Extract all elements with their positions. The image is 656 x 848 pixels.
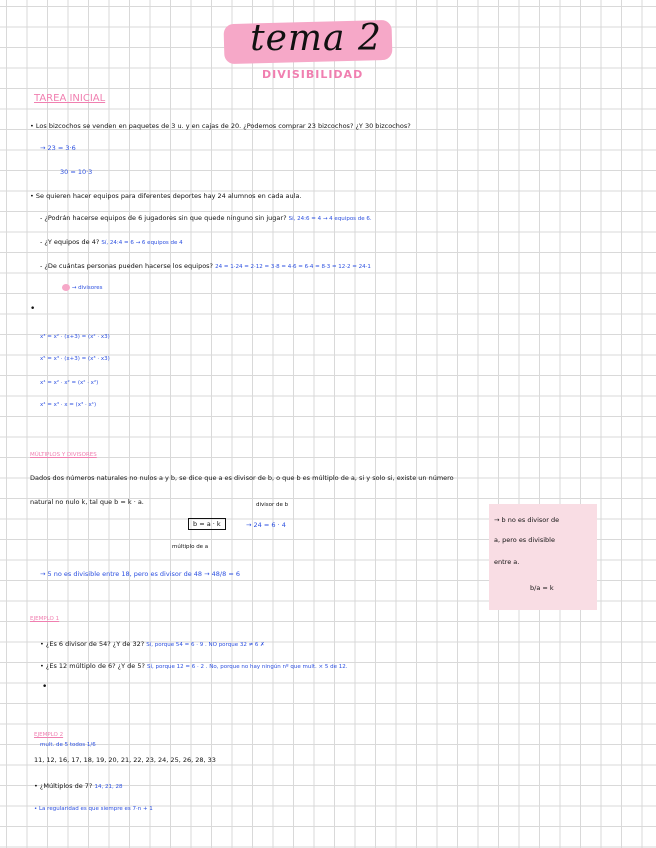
example-2-sequence: 11, 12, 16, 17, 18, 19, 20, 21, 22, 23, 24, 25, 26, 28, 33 xyxy=(34,756,216,764)
example-1-line-3: • xyxy=(42,682,48,692)
example-2-line-1 xyxy=(34,782,122,790)
legend-label: → divisores xyxy=(71,285,103,291)
question-1: • Los bizcochos se venden en paquetes de 3 u. y en cajas de 20. ¿Podemos comprar 23 bizcochos? ¿Y 30 bizcochos? xyxy=(30,122,411,130)
label-multiplo: múltiplo de a xyxy=(172,544,209,550)
panel-line-2: a, pero es divisible xyxy=(494,536,555,544)
question-2-line-1-answer: Sí, 24:6 = 4 → 4 equipos de 6. xyxy=(288,216,372,222)
section-heading-ejemplo-2: EJEMPLO 2 xyxy=(34,732,64,738)
question-2-line-3 xyxy=(40,262,371,270)
section-heading-ejemplo-1: EJEMPLO 1 xyxy=(30,616,60,622)
question-2: • Se quieren hacer equipos para diferentes deportes hay 24 alumnos en cada aula. xyxy=(30,192,302,200)
example-2-line-2: • La regularidad es que siempre es 7·n + 1 xyxy=(34,806,153,812)
definition-line-1: Dados dos números naturales no nulos a y b, se dice que a es divisor de b, o que b es múltiplo de a, si y solo si, existe un número xyxy=(30,474,454,482)
legend-divisores xyxy=(62,284,103,291)
bullet-dot: • xyxy=(30,304,36,314)
question-2-line-3-answer: 24 = 1·24 = 2·12 = 3·8 = 4·6 = 6·4 = 8·3 = 12·2 = 24·1 xyxy=(215,264,371,270)
example-2-top-note: mult. de 5 todos 1/6 xyxy=(40,742,96,748)
panel-line-3: entre a. xyxy=(494,558,520,566)
panel-fraction: b/a = k xyxy=(530,584,554,592)
example-1-line-2-text: • ¿Es 12 múltiplo de 6? ¿Y de 5? xyxy=(40,662,145,670)
power-line-1: x³ = x² · (x+3) = (x² · x3) xyxy=(40,334,110,340)
example-1-line-1 xyxy=(40,640,265,648)
section-heading-multiplos: MÚLTIPLOS Y DIVISORES xyxy=(30,452,97,458)
example-1-line-2-answer: Sí, porque 12 = 6 · 2 . No, porque no hay ningún nº que mult. × 5 de 12. xyxy=(147,664,348,670)
section-heading-tarea: TAREA INICIAL xyxy=(34,93,106,104)
divisibility-note xyxy=(40,570,240,578)
question-2-line-2-answer: Sí, 24:4 = 6 → 6 equipos de 4 xyxy=(101,240,183,246)
question-2-line-1 xyxy=(40,214,372,222)
power-line-3: x⁴ = x² · x² = (x² · x²) xyxy=(40,380,99,386)
legend-swatch xyxy=(62,284,70,291)
power-line-2: x⁵ = x³ · (x+3) = (x³ · x3) xyxy=(40,356,110,362)
page-title: tema 2 xyxy=(250,18,382,59)
example-1-line-2 xyxy=(40,662,347,670)
definition-line-2: natural no nulo k, tal que b = k · a. xyxy=(30,498,144,506)
example-1-line-1-answer: Sí, porque 54 = 6 · 9 . NO porque 32 ≠ 6 ✗ xyxy=(146,642,265,648)
formula-box: b = a · k xyxy=(188,518,226,530)
question-2-line-3-text: - ¿De cuántas personas pueden hacerse los equipos? xyxy=(40,262,214,270)
example-1-line-1-text: • ¿Es 6 divisor de 54? ¿Y de 32? xyxy=(40,640,145,648)
question-2-line-2 xyxy=(40,238,183,246)
page-subtitle: DIVISIBILIDAD xyxy=(262,68,364,81)
question-2-line-2-text: - ¿Y equipos de 4? xyxy=(40,238,100,246)
formula-example: → 24 = 6 · 4 xyxy=(246,521,286,529)
example-2-line-1-text: • ¿Múltiplos de 7? xyxy=(34,782,93,790)
example-2-line-1-answer: 14, 21, 28 xyxy=(94,784,123,790)
answer-1b: 30 = 10·3 xyxy=(60,168,93,176)
divisibility-note-text: → 5 no es divisible entre 18, pero es divisor de 48 → xyxy=(40,570,210,578)
question-2-line-1-text: - ¿Podrán hacerse equipos de 6 jugadores sin que quede ninguno sin jugar? xyxy=(40,214,287,222)
answer-1a: → 23 = 3·6 xyxy=(40,144,76,152)
divisibility-note-fraction: 48/8 = 6 xyxy=(211,570,240,578)
panel-line-1: → b no es divisor de xyxy=(494,516,560,524)
power-line-4: x⁴ = x³ · x = (x³ · x¹) xyxy=(40,402,97,408)
label-divisor: divisor de b xyxy=(256,502,289,508)
